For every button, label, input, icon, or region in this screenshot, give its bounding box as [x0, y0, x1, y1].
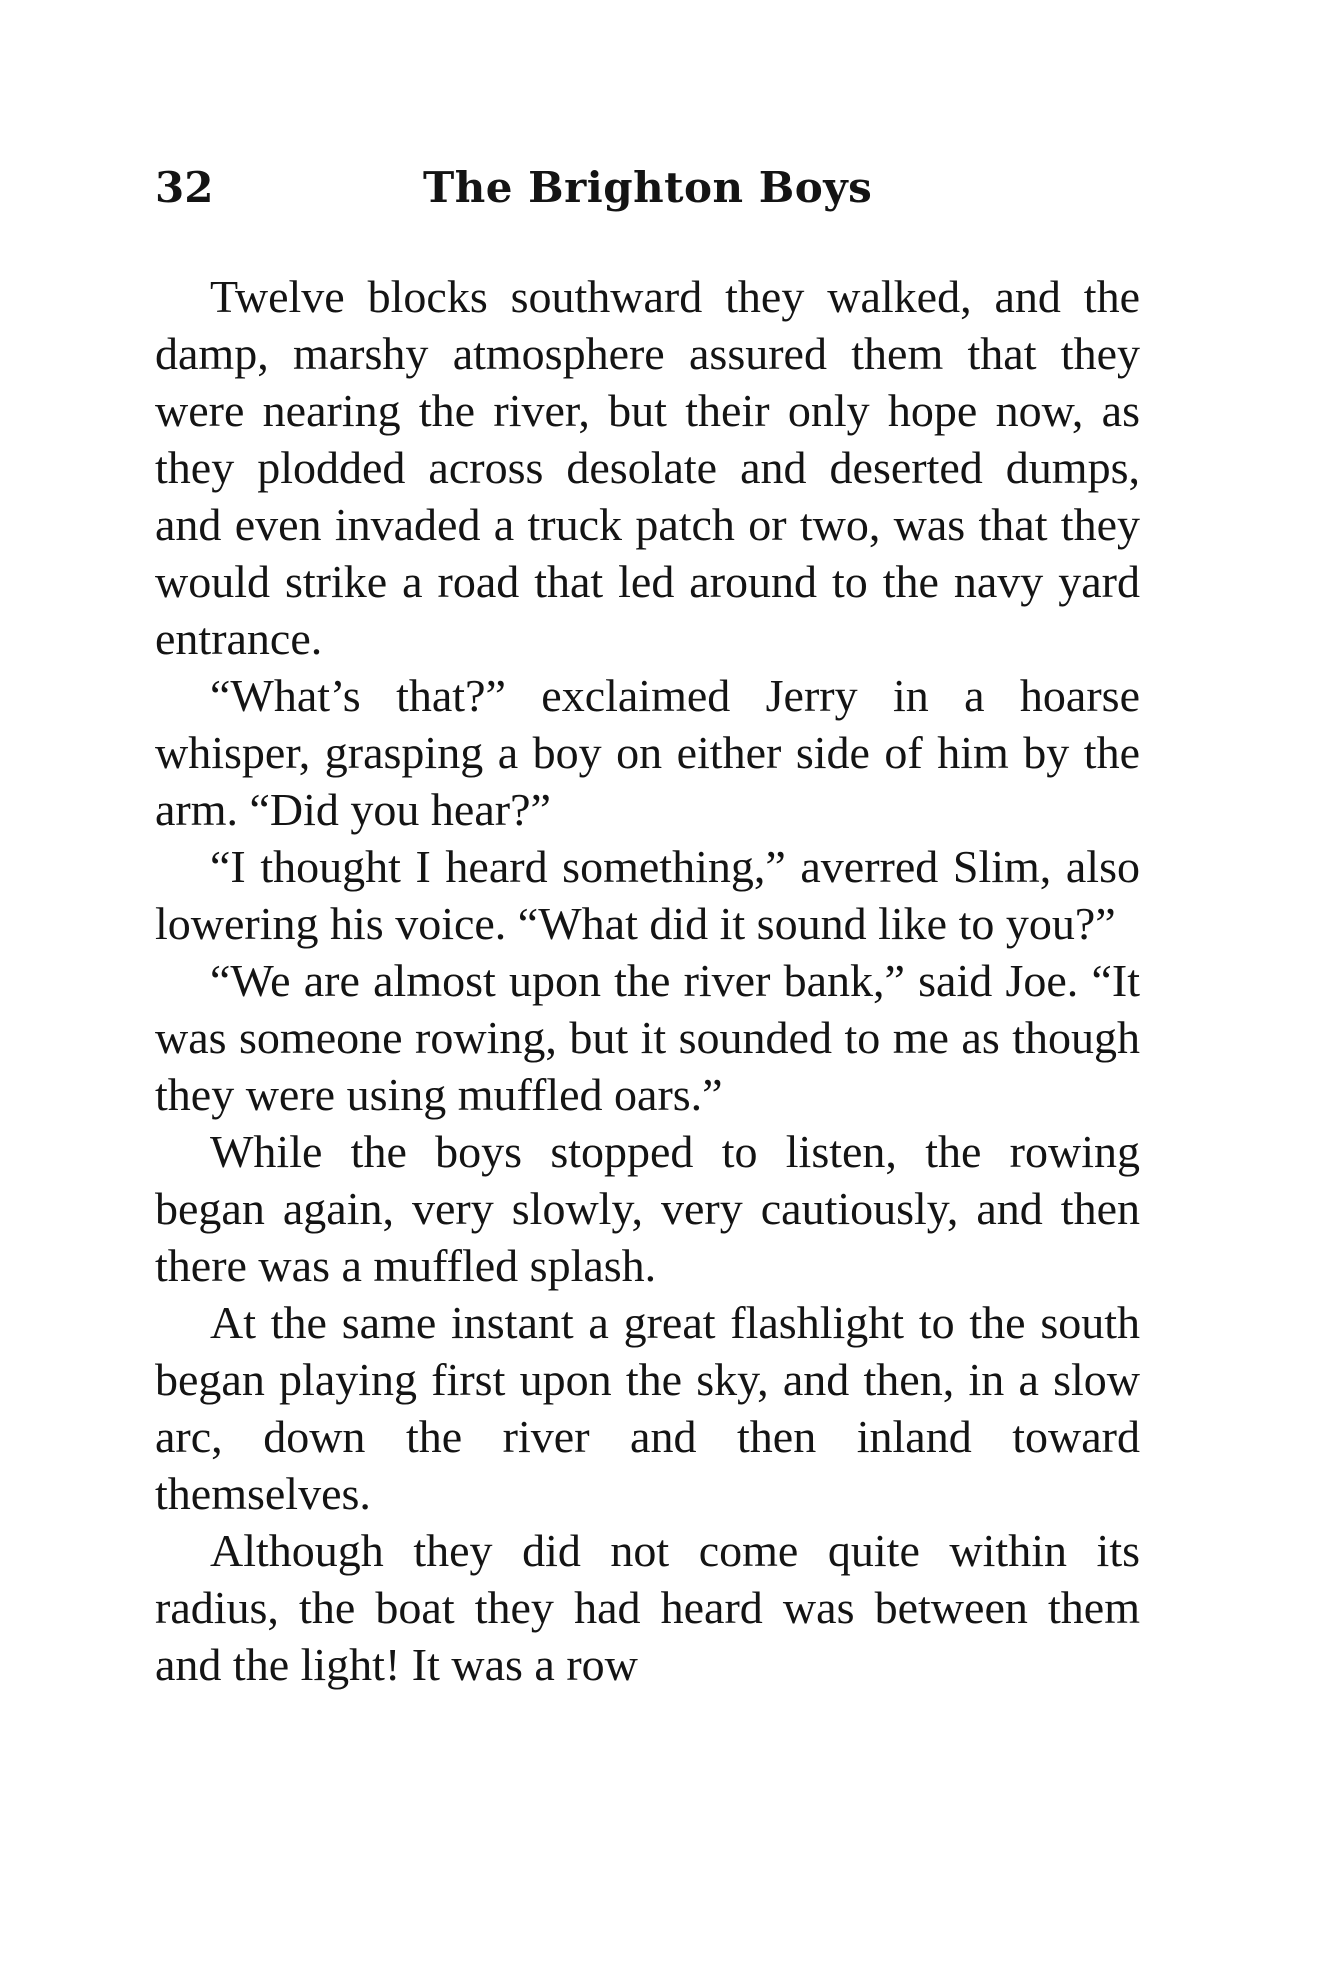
- paragraph: Although they did not come quite within its radius, the boat they had heard was between them and the light! It was a row: [155, 1525, 1140, 1690]
- page-number: 32: [155, 163, 214, 212]
- paragraph: At the same instant a great flashlight to the south began playing first upon the sky, and then, in a slow arc, down the river and then inland toward themselves.: [155, 1297, 1140, 1519]
- body-text: [155, 268, 1140, 1693]
- page-header: [155, 158, 1135, 218]
- paragraph: “I thought I heard something,” averred Slim, also lowering his voice. “What did it sound like to you?”: [155, 841, 1140, 949]
- paragraph: “We are almost upon the river bank,” said Joe. “It was someone rowing, but it sounded to me as though they were using muffled oars.”: [155, 955, 1140, 1120]
- paragraph: While the boys stopped to listen, the rowing began again, very slowly, very cautiously, and then there was a muffled splash.: [155, 1126, 1140, 1291]
- paragraph: “What’s that?” exclaimed Jerry in a hoarse whisper, grasping a boy on either side of him by the arm. “Did you hear?”: [155, 670, 1140, 835]
- running-title: The Brighton Boys: [423, 163, 873, 212]
- paragraph: Twelve blocks southward they walked, and the damp, marshy atmosphere assured them that they were nearing the river, but their only hope now, as they plodded across desolate and deserted dumps, and even invaded a truck patch or two, was that they would strike a road that led around to the navy yard entrance.: [155, 271, 1140, 664]
